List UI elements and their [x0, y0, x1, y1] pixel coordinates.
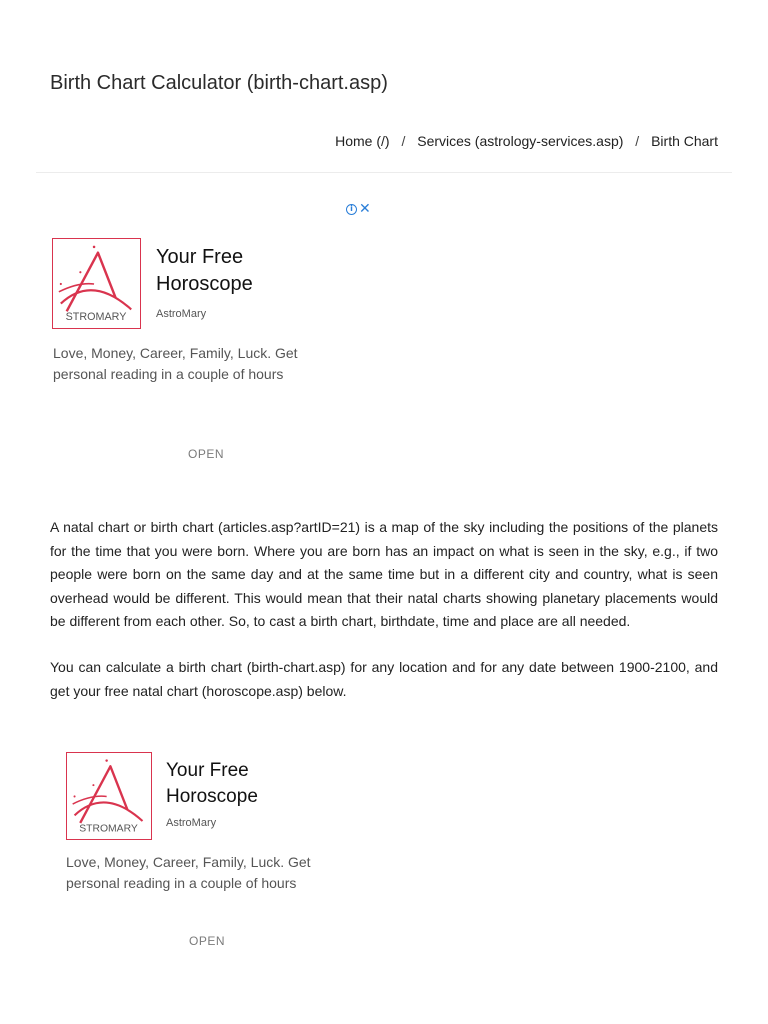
breadcrumb [335, 133, 718, 149]
ad-description [53, 343, 296, 385]
stromary-logo[interactable] [66, 752, 152, 840]
breadcrumb-current: Birth Chart [651, 133, 718, 149]
ad-description-line: Love, Money, Career, Family, Luck. Get [66, 854, 311, 870]
logo-text: STROMARY [65, 311, 127, 324]
ad-title[interactable]: Your Free Horoscope [166, 760, 258, 807]
breadcrumb-separator: / [635, 133, 640, 149]
ad-description-line: personal reading in a couple of hours [53, 366, 284, 382]
ad-unit[interactable] [66, 752, 311, 962]
ad-unit[interactable] [52, 238, 352, 478]
page-title: Birth Chart Calculator (birth-chart.asp) [50, 72, 388, 94]
ad-description [66, 852, 311, 894]
intro-paragraph: A natal chart or birth chart (articles.asp?artID=21) is a map of the sky including the positions of the planets for the time that you were born. Where you are born has an impact on what is seen in the sky, e.g., if two people were born on the same day and at the same time but in a different city and country, what is seen overhead would be different. This would mean that their natal charts showing planetary placements would be different from each other. So, to cast a birth chart, birthdate, time and place are all needed. [50, 519, 718, 629]
calculator-paragraph: You can calculate a birth chart (birth-chart.asp) for any location and for any date between 1900-2100, and get your free natal chart (horoscope.asp) below. [50, 659, 718, 699]
stromary-logo-icon [67, 753, 151, 839]
ad-info-icon[interactable]: i [346, 204, 357, 215]
logo-text: STROMARY [79, 823, 138, 835]
ad-open-button[interactable]: OPEN [188, 447, 225, 461]
breadcrumb-separator: / [401, 133, 406, 149]
ad-close-icon[interactable]: ✕ [359, 201, 371, 217]
breadcrumb-services[interactable]: Services (astrology-services.asp) [417, 133, 624, 149]
stromary-logo[interactable] [52, 238, 141, 329]
ad-advertiser: AstroMary [166, 817, 217, 829]
ad-choices[interactable] [346, 202, 374, 216]
stromary-logo-icon [53, 239, 140, 328]
ad-open-button[interactable]: OPEN [189, 934, 226, 948]
ad-description-line: Love, Money, Career, Family, Luck. Get [53, 345, 298, 361]
ad-description-line: personal reading in a couple of hours [66, 875, 297, 891]
header-divider [36, 172, 732, 173]
breadcrumb-home[interactable]: Home (/) [335, 133, 390, 149]
ad-advertiser: AstroMary [156, 308, 207, 320]
ad-title[interactable]: Your Free Horoscope [156, 246, 253, 295]
